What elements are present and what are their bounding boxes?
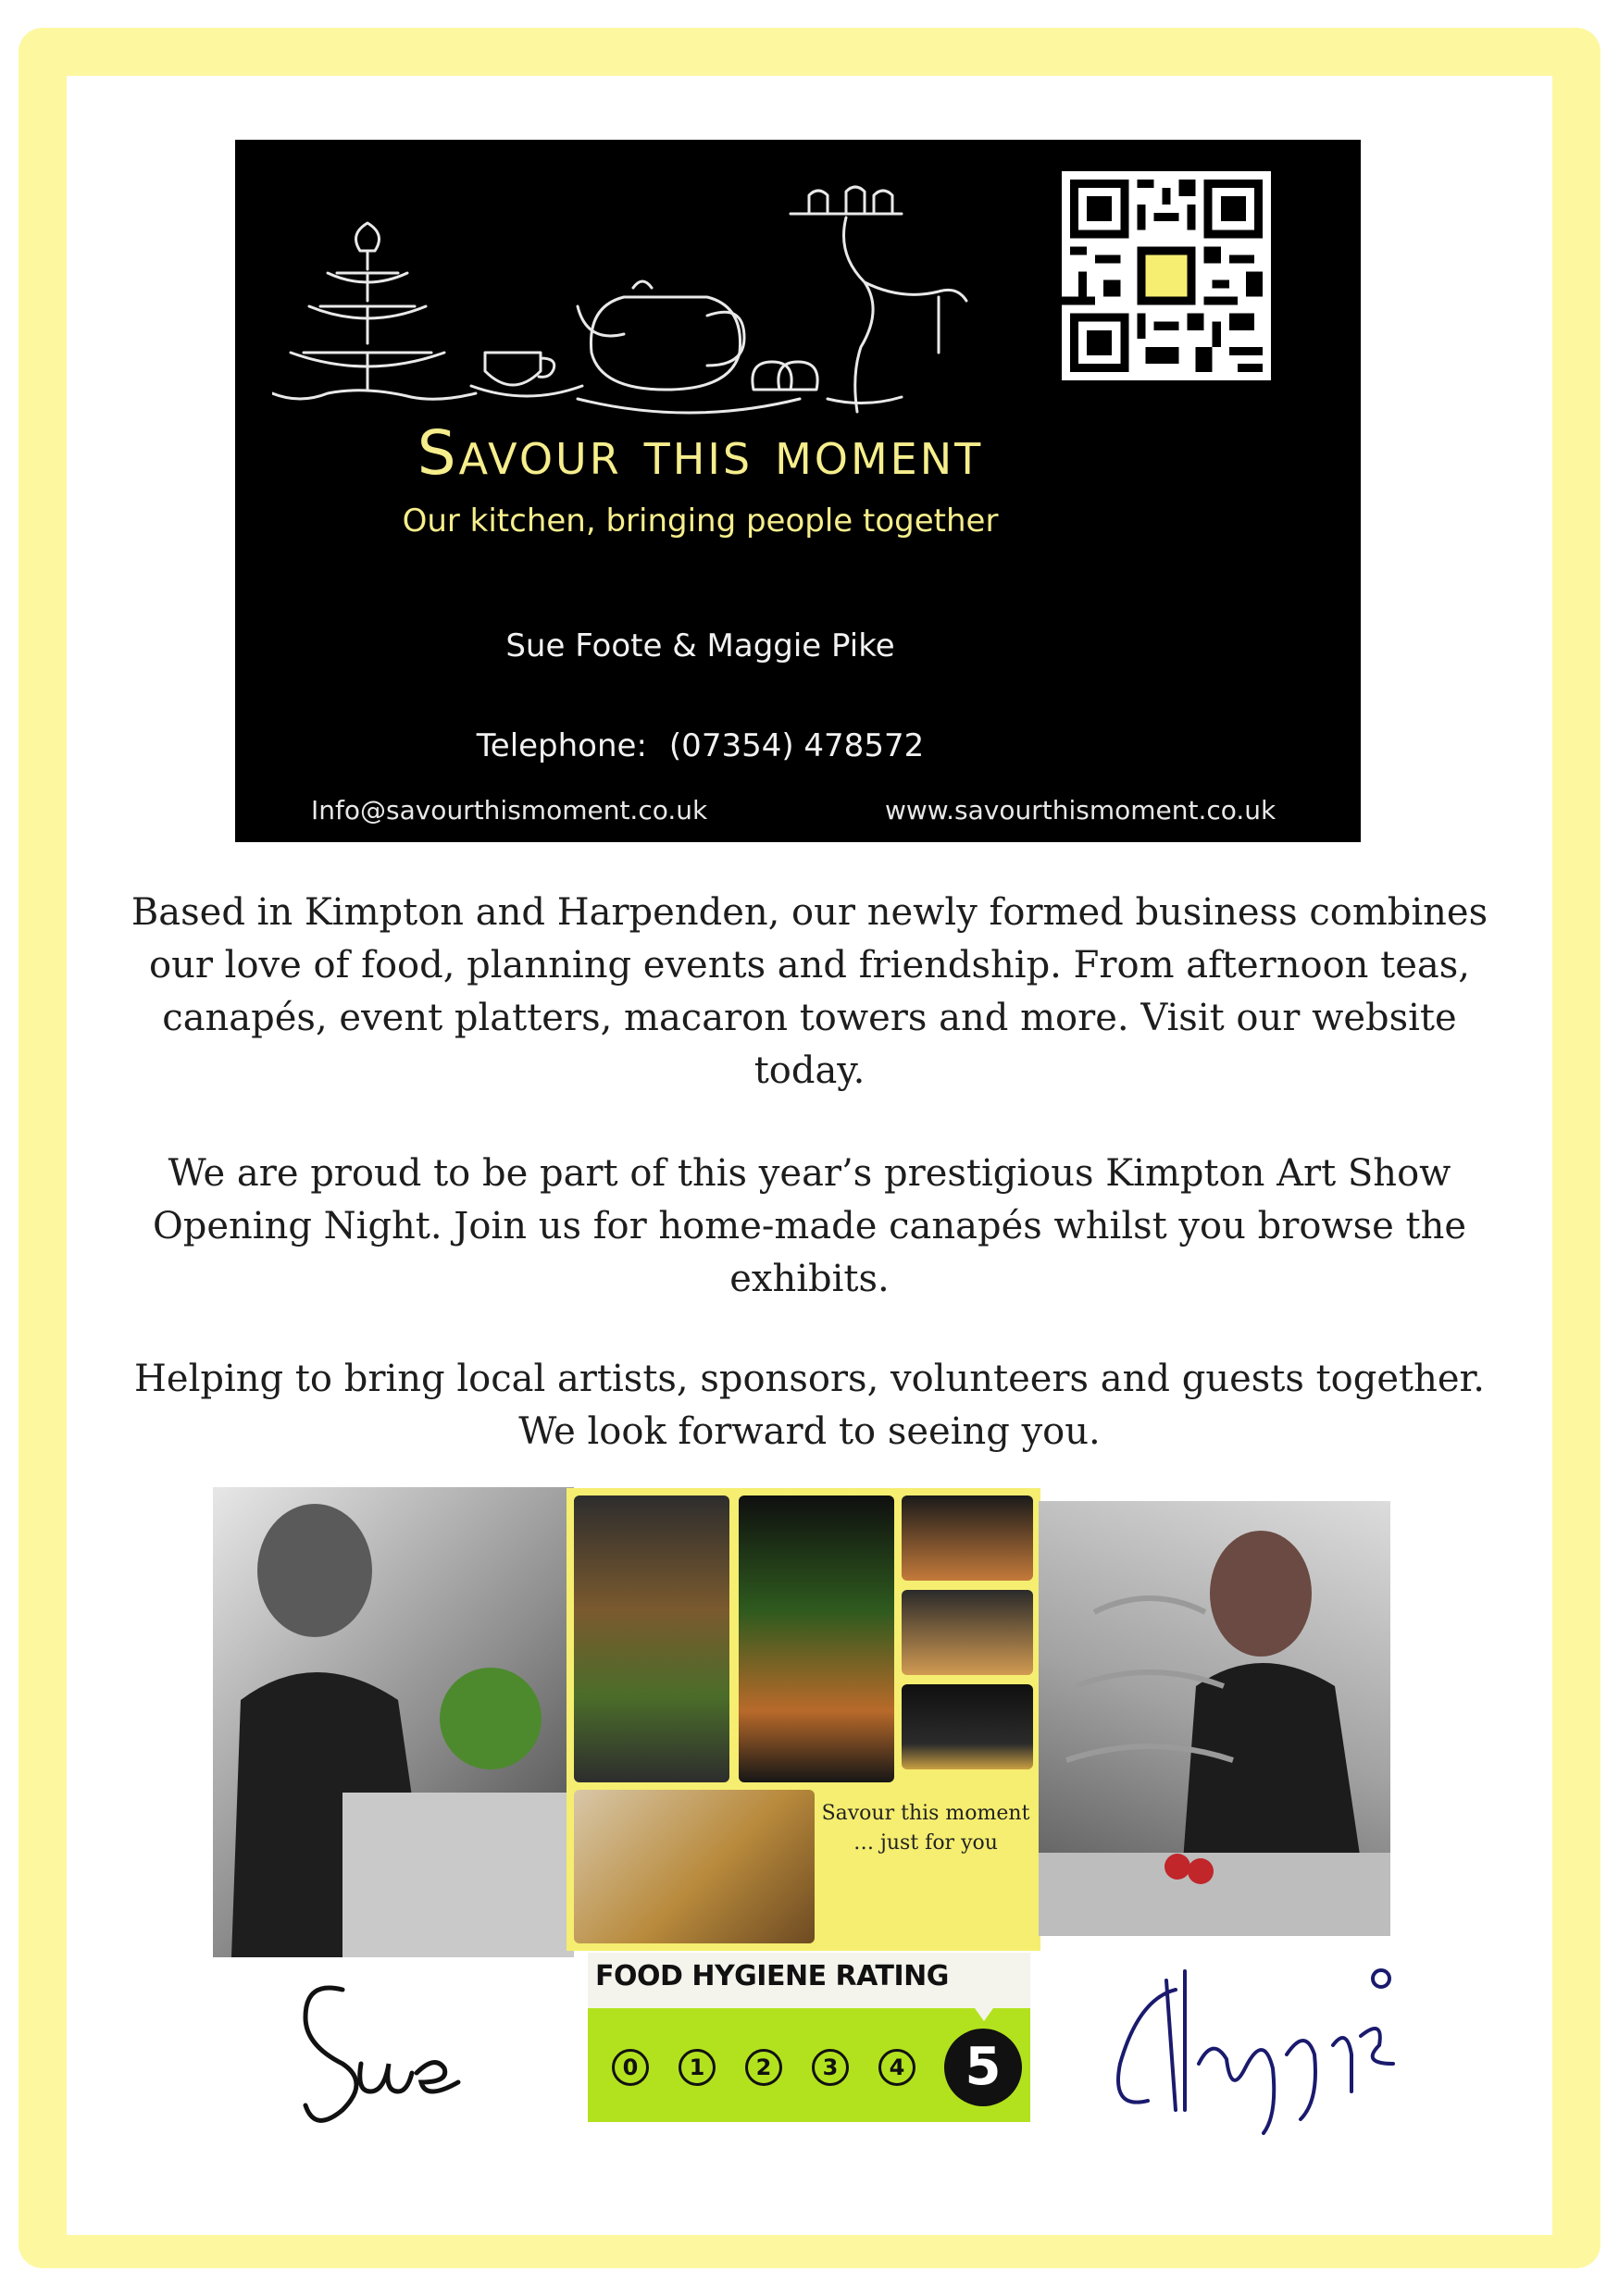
signature-maggie-icon [1111, 1953, 1426, 2138]
afternoon-tea-stand-icon [1039, 1501, 1390, 1936]
card-tagline: Our kitchen, bringing people together [402, 503, 999, 540]
card-owner-names: Sue Foote & Maggie Pike [505, 627, 895, 664]
slate-canapes-photo [902, 1684, 1033, 1769]
rating-2: 2 [745, 2049, 782, 2086]
card-email-link[interactable]: Info@savourthismoment.co.uk [311, 795, 708, 825]
closing-paragraph: Helping to bring local artists, sponsors, volunteers and guests together. We look forward to seeing you. [134, 1358, 1485, 1453]
food-collage [567, 1488, 1040, 1951]
hygiene-title-band [588, 1953, 1030, 2008]
loaf-cake-photo [574, 1790, 815, 1943]
telephone-label: Telephone: [476, 727, 647, 764]
card-website-link[interactable]: www.savourthismoment.co.uk [885, 795, 1277, 825]
rating-0: 0 [612, 2049, 649, 2086]
canapes-photo [739, 1496, 894, 1782]
rating-5-selected: 5 [944, 2029, 1022, 2106]
rating-1: 1 [679, 2049, 716, 2086]
intro-paragraph: Based in Kimpton and Harpenden, our newly formed business combines our love of food, planning events and friendship. From afternoon teas, canapés, event platters, macaron towers and more. Visit our website today. [131, 891, 1488, 1092]
food-hygiene-rating-badge [588, 1953, 1030, 2122]
rating-3: 3 [812, 2049, 849, 2086]
rating-4: 4 [878, 2049, 915, 2086]
telephone-number[interactable]: (07354) 478572 [668, 727, 925, 764]
photo-maggie-afternoon-tea [1039, 1501, 1390, 1936]
dessert-cups-photo [902, 1496, 1033, 1581]
rating-pointer-icon [975, 2008, 993, 2021]
collage-caption: Savour this moment … just for you [821, 1802, 1030, 1855]
card-telephone [235, 727, 1165, 764]
hygiene-title: FOOD HYGIENE RATING [595, 1960, 949, 1992]
signature-sue-icon [278, 1971, 500, 2138]
card-title: Savour this moment [417, 417, 984, 489]
business-card [235, 140, 1361, 842]
chef-silhouette-icon [213, 1487, 574, 1957]
macaron-tower-photo [574, 1496, 729, 1782]
art-show-paragraph: We are proud to be part of this year’s prestigious Kimpton Art Show Opening Night. Join us for home-made canapés whilst you browse the exhibits. [152, 1152, 1467, 1300]
platter-photo [902, 1590, 1033, 1675]
photo-sue-cooking [213, 1487, 574, 1957]
qr-code-icon[interactable] [1062, 171, 1271, 380]
